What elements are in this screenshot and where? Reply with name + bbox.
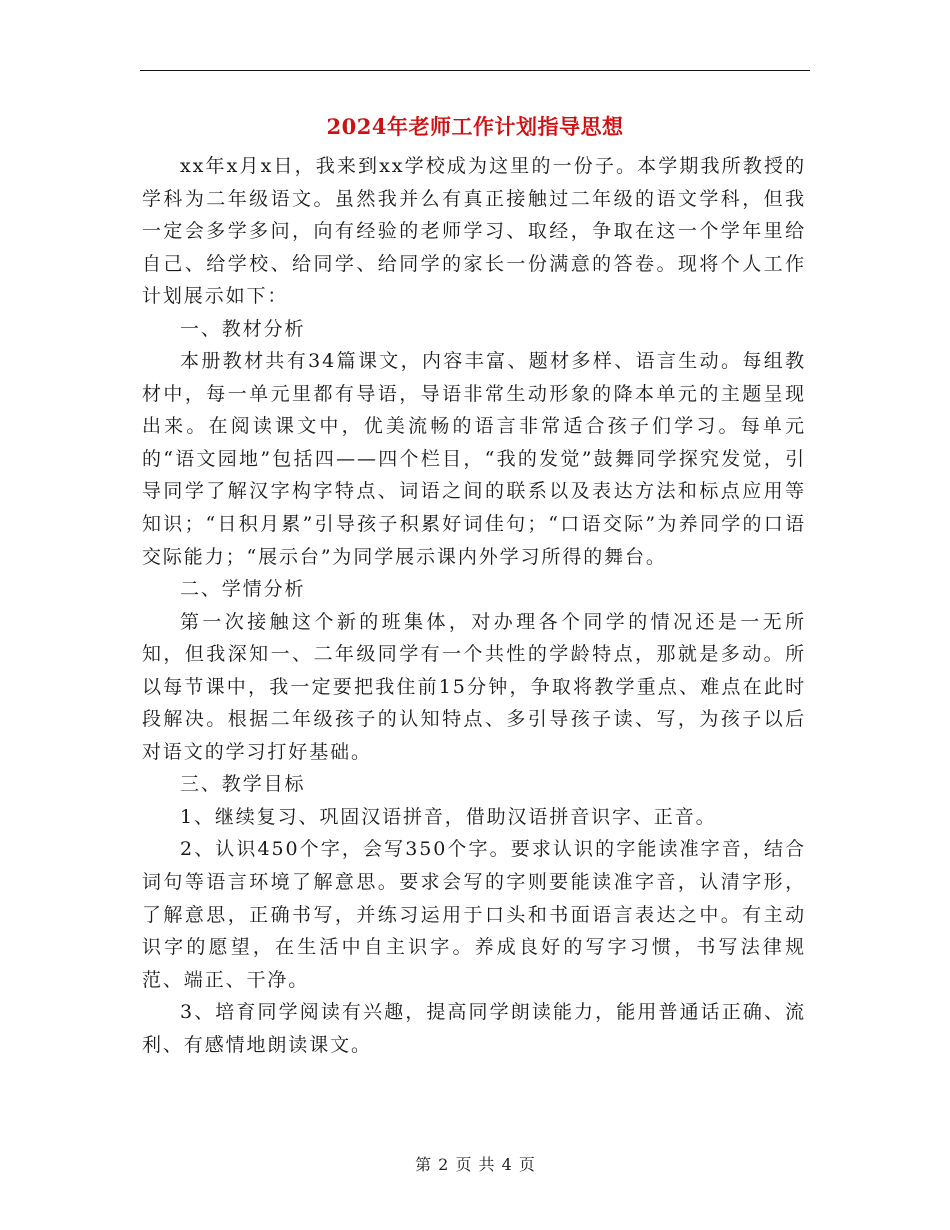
section-heading-teaching-goals: 三、教学目标: [180, 773, 306, 796]
section-heading-textbook-analysis: 一、教材分析: [180, 317, 306, 340]
document-body: [142, 150, 806, 1061]
goal-item-2: 2、认识450个字，会写350个字。要求认识的字能读准字音，结合词句等语言环境了解意思。要求会写的字则要能读准字音，认清字形，了解意思，正确书写，并练习运用于口头和书面语言表达之中。有主动识字的愿望，在生活中自主识字。养成良好的写字习惯，书写法律规范、端正、干净。: [142, 838, 806, 991]
header-rule: [140, 70, 810, 71]
student-analysis-paragraph: 第一次接触这个新的班集体，对办理各个同学的情况还是一无所知，但我深知一、二年级同学有一个共性的学龄特点，那就是多动。所以每节课中，我一定要把我住前15分钟，争取将教学重点、难点在此时段解决。根据二年级孩子的认知特点、多引导孩子读、写，为孩子以后对语文的学习打好基础。: [142, 610, 806, 763]
document-title: 2024年老师工作计划指导思想: [326, 114, 624, 139]
page-footer: 第 2 页 共 4 页: [415, 1155, 535, 1174]
goal-item-3: 3、培育同学阅读有兴趣，提高同学朗读能力，能用普通话正确、流利、有感情地朗读课文。: [142, 1001, 806, 1056]
section-heading-student-analysis: 二、学情分析: [180, 578, 306, 601]
textbook-analysis-paragraph: 本册教材共有34篇课文，内容丰富、题材多样、语言生动。每组教材中，每一单元里都有导语，导语非常生动形象的降本单元的主题呈现出来。在阅读课文中，优美流畅的语言非常适合孩子们学习。每单元的“语文园地”包括四——四个栏目，“我的发觉”鼓舞同学探究发觉，引导同学了解汉字构字特点、词语之间的联系以及表达方法和标点应用等知识；“日积月累”引导孩子积累好词佳句；“口语交际”为养同学的口语交际能力；“展示台”为同学展示课内外学习所得的舞台。: [142, 350, 806, 568]
intro-paragraph: xx年x月x日，我来到xx学校成为这里的一份子。本学期我所教授的学科为二年级语文。虽然我并么有真正接触过二年级的语文学科，但我一定会多学多问，向有经验的老师学习、取经，争取在这一个学年里给自己、给学校、给同学、给同学的家长一份满意的答卷。现将个人工作计划展示如下：: [142, 155, 806, 308]
goal-item-1: 1、继续复习、巩固汉语拼音，借助汉语拼音识字、正音。: [180, 805, 717, 828]
